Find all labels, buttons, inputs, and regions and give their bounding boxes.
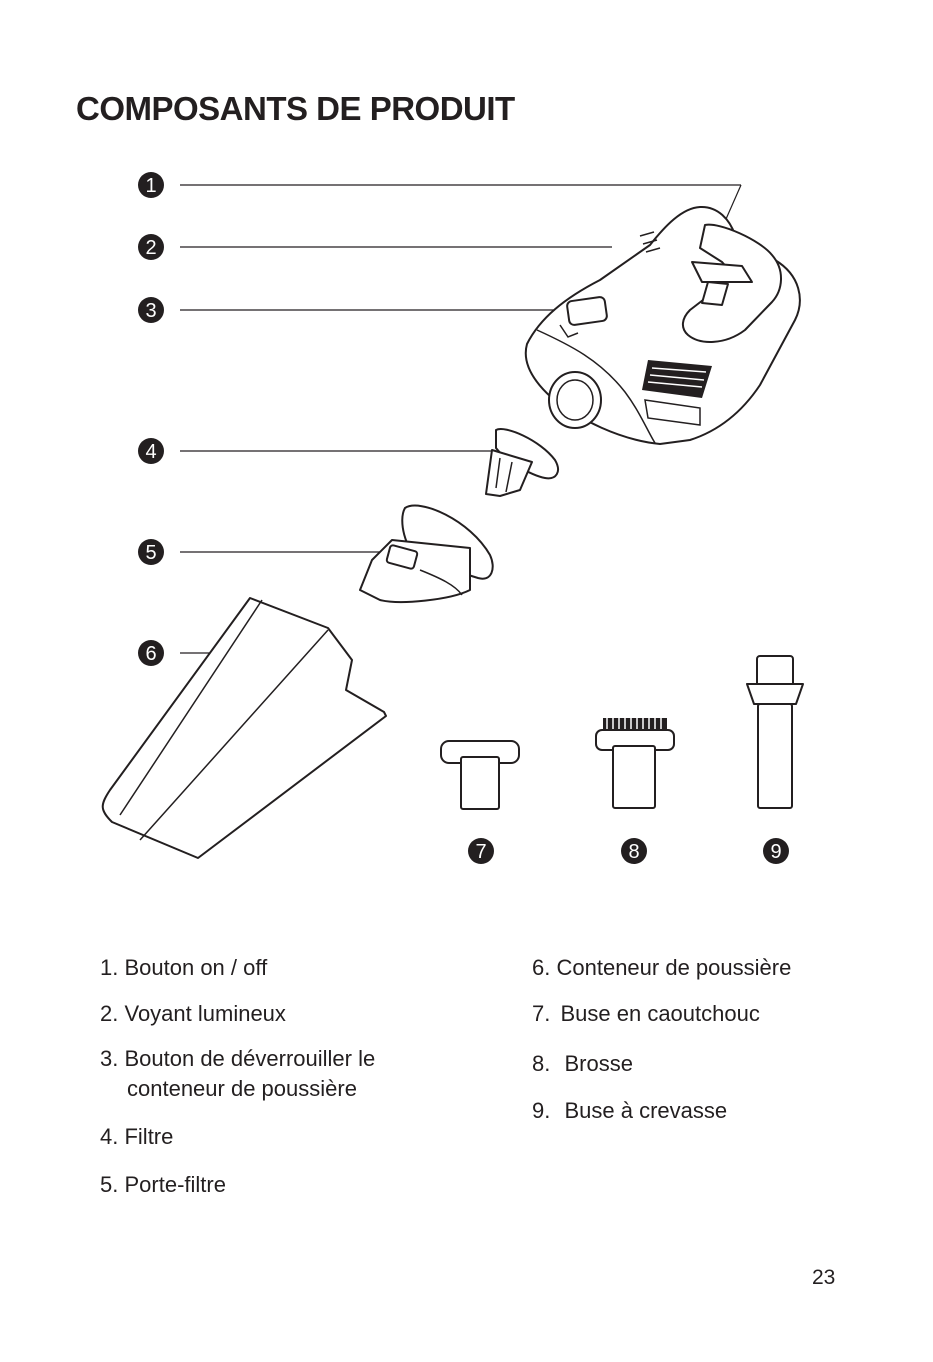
- svg-text:3: 3: [145, 300, 157, 322]
- callout-1: [138, 172, 164, 198]
- legend-text: Bouton on / off: [124, 955, 268, 980]
- crevice-nozzle: [747, 656, 803, 808]
- brush: [596, 718, 674, 808]
- callout-4: [138, 438, 164, 464]
- legend-text: Buse à crevasse: [564, 1098, 728, 1123]
- legend-number: 7.: [532, 1001, 551, 1026]
- legend-item-3: [100, 1044, 375, 1104]
- legend-item-4: [100, 1122, 173, 1152]
- svg-text:8: 8: [628, 841, 640, 863]
- legend-item-1: [100, 953, 267, 983]
- callout-3: [138, 297, 164, 323]
- legend-item-9: [532, 1096, 727, 1126]
- legend-text-continued: conteneur de poussière: [127, 1076, 357, 1101]
- page-title: COMPOSANTS DE PRODUIT: [76, 90, 515, 127]
- legend-text: Brosse: [564, 1051, 633, 1076]
- filter-holder: [360, 506, 493, 602]
- svg-text:7: 7: [475, 841, 487, 863]
- legend-number: 2.: [100, 1001, 119, 1026]
- filter: [486, 429, 558, 496]
- legend-number: 4.: [100, 1124, 119, 1149]
- svg-text:5: 5: [145, 542, 157, 564]
- legend-item-7: [532, 999, 760, 1029]
- legend-number: 6.: [532, 955, 551, 980]
- legend-text: Buse en caoutchouc: [560, 1001, 760, 1026]
- legend-number: 1.: [100, 955, 119, 980]
- legend-item-2: [100, 999, 286, 1029]
- legend-text: Conteneur de poussière: [556, 955, 792, 980]
- callout-8: [621, 838, 647, 864]
- legend-text: Voyant lumineux: [124, 1001, 286, 1026]
- svg-text:4: 4: [145, 441, 157, 463]
- rubber-nozzle: [441, 741, 519, 809]
- legend-number: 9.: [532, 1098, 551, 1123]
- svg-text:2: 2: [145, 237, 157, 259]
- legend-number: 5.: [100, 1172, 119, 1197]
- legend-text: Bouton de déverrouiller le: [124, 1046, 376, 1071]
- callout-6: [138, 640, 164, 666]
- legend-item-5: [100, 1170, 226, 1200]
- svg-text:9: 9: [770, 841, 782, 863]
- vacuum-body: [526, 207, 800, 444]
- callout-9: [763, 838, 789, 864]
- svg-text:1: 1: [145, 175, 157, 197]
- legend-number: 8.: [532, 1051, 551, 1076]
- legend-number: 3.: [100, 1046, 119, 1071]
- callout-2: [138, 234, 164, 260]
- legend-text: Porte-filtre: [124, 1172, 226, 1197]
- svg-text:6: 6: [145, 643, 157, 665]
- legend-item-6: [532, 953, 791, 983]
- callout-5: [138, 539, 164, 565]
- dust-container: [103, 598, 386, 858]
- callout-7: [468, 838, 494, 864]
- legend-text: Filtre: [124, 1124, 174, 1149]
- page-number: 23: [812, 1266, 836, 1289]
- legend-item-8: [532, 1049, 633, 1079]
